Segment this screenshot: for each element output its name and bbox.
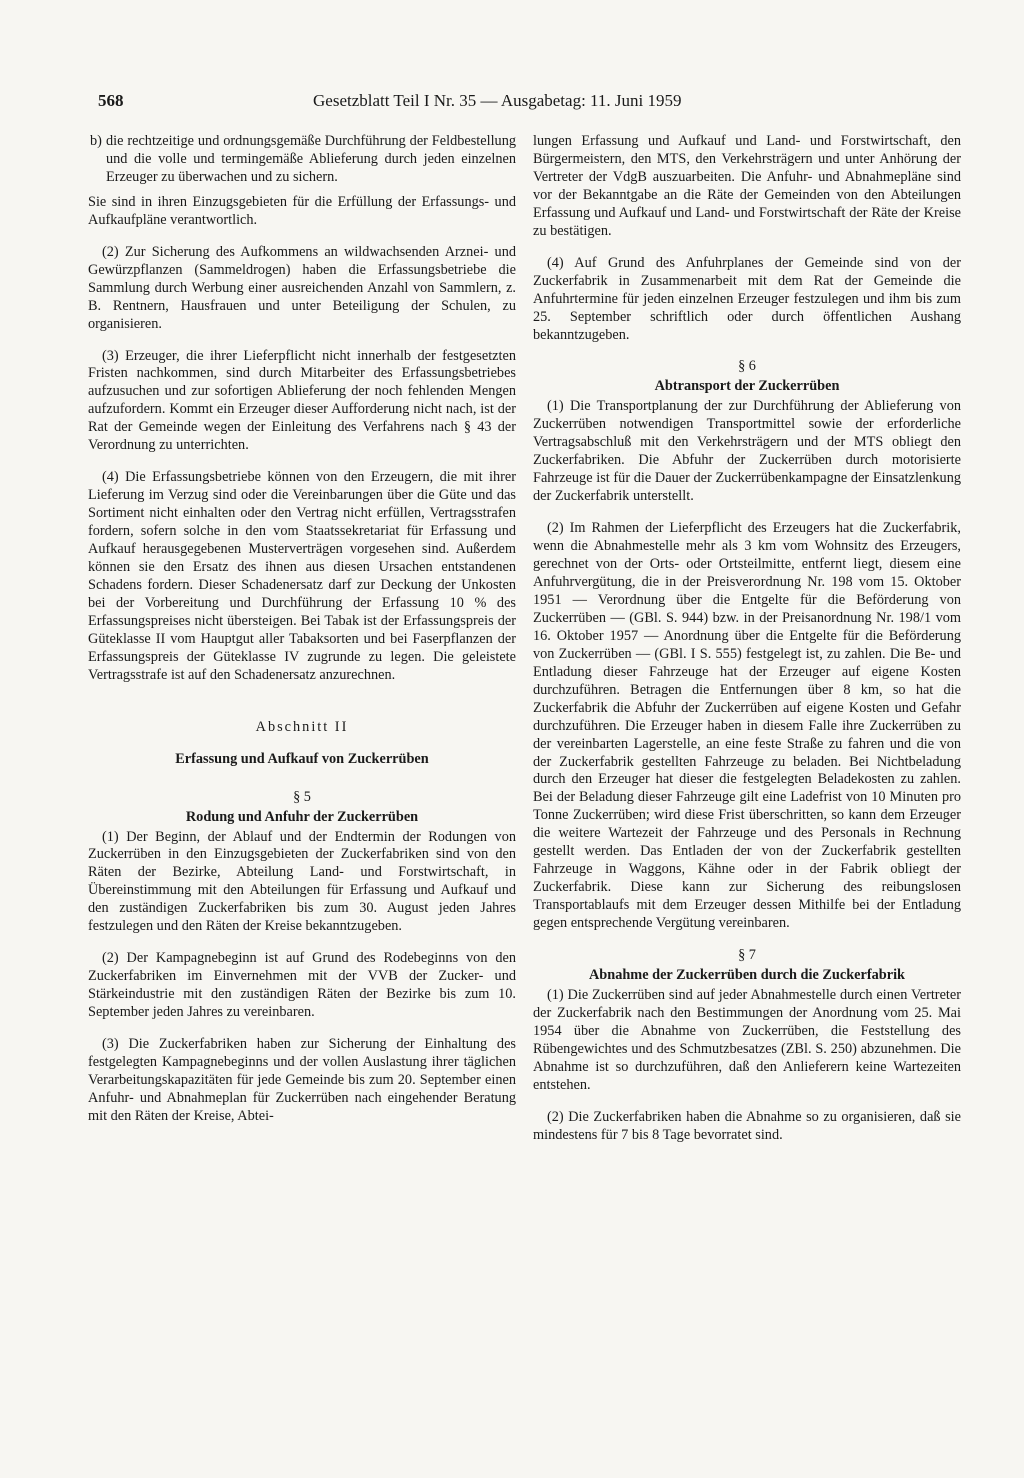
paragraph: (1) Der Beginn, der Ablauf und der Endtermin der Rodungen von Zuckerrüben in den Einzugsgebieten der Zuckerfabriken sind von den Räten der Bezirke, Abteilung Land- und Forstwirtschaft, in Übereinstimmung mit den Abteilungen für Erfassung und Aufkauf und den zuständigen Zuckerfabriken bis zum 30. August jeden Jahres festzulegen und den Räten der Kreise bekanntzugeben. xyxy=(88,828,516,935)
section-heading: Abschnitt II xyxy=(255,718,349,735)
paragraph: (2) Der Kampagnebeginn ist auf Grund des Rodebeginns von den Zuckerfabriken im Einvernehmen mit der VVB der Zucker- und Stärkeindustrie mit den zuständigen Räten der Bezirke bis zum 10. September jeden Jahres zu vereinbaren. xyxy=(88,950,516,1021)
list-marker: b) xyxy=(90,133,102,149)
paragraph: (2) Die Zuckerfabriken haben die Abnahme so zu organisieren, daß sie mindestens für 7 bis 8 Tage bevorratet sind. xyxy=(533,1108,961,1143)
paragraph: (2) Zur Sicherung des Aufkommens an wildwachsenden Arznei- und Gewürzpflanzen (Sammeldrogen) haben die Erfassungsbetriebe die Sammlung durch Werbung einer ausreichenden Anzahl von Sammlern, z. B. Rentnern, Hausfrauen und unter Beteiligung der Schulen, zu organisieren. xyxy=(88,243,516,332)
paragraph-number: § 6 xyxy=(738,358,756,375)
page-header xyxy=(98,91,960,115)
paragraph: (3) Erzeuger, die ihrer Lieferpflicht nicht innerhalb der festgesetzten Fristen nachkommen, sind durch Mitarbeiter des Erfassungsbetriebes aufzusuchen und zur sofortigen Ablieferung der noch fehlenden Mengen aufzufordern. Kommt ein Erzeuger dieser Aufforderung nicht nach, ist der Rat der Gemeinde wegen der Einleitung des Verfahrens nach § 43 der Verordnung zu unterrichten. xyxy=(88,347,516,454)
paragraph-title: Rodung und Anfuhr der Zuckerrüben xyxy=(185,808,419,825)
paragraph: (4) Die Erfassungsbetriebe können von den Erzeugern, die mit ihrer Lieferung im Verzug sind oder die Vereinbarungen über die Güte und das Sortiment nicht einhalten oder den Vertrag nicht erfüllen, Vertragsstrafen fordern, sofern solche in den vom Staatssekretariat für Erfassung und Aufkauf herausgegebenen Musterverträgen vorgesehen sind. Außerdem können sie den Ersatz des ihnen aus diesen Ursachen entstandenen Schadens fordern. Dieser Schadenersatz darf zur Deckung der Unkosten bei der Vorbereitung und Durchführung der Erfassung 10 % des Erfassungspreises nicht übersteigen. Bei Tabak ist der Erfassungspreis der Güteklasse II vom Hauptgut aller Tabaksorten und bei Faserpflanzen der Erfassungspreis der Güteklasse IV zugrunde zu legen. Die geleistete Vertragsstrafe ist auf den Schadenersatz anzurechnen. xyxy=(88,469,516,683)
paragraph: (4) Auf Grund des Anfuhrplanes der Gemeinde sind von der Zuckerfabrik in Zusammenarbeit mit dem Rat der Gemeinde die Anfuhrtermine für jeden einzelnen Erzeuger festzulegen und ihm bis zum 25. September schriftlich oder durch öffentlichen Aushang bekanntzugeben. xyxy=(533,254,961,343)
left-column xyxy=(88,133,516,1140)
section-title: Erfassung und Aufkauf von Zuckerrüben xyxy=(175,750,429,767)
paragraph-number: § 7 xyxy=(738,947,756,964)
paragraph: (2) Im Rahmen der Lieferpflicht des Erzeugers hat die Zuckerfabrik, wenn die Abnahmestelle mehr als 3 km vom Wohnsitz des Erzeugers, gerechnet von der Orts- oder Ortsteilmitte, entfernt liegt, diesem eine Anfuhrvergütung, die in der Preisverordnung Nr. 198 vom 15. Oktober 1951 — Verordnung über die Entgelte für die Beförderung von Zuckerrüben — (GBl. S. 944) bzw. in der Preisanordnung Nr. 198/1 vom 16. Oktober 1957 — Anordnung über die Entgelte für die Beförderung von Zuckerrüben — (GBl. I S. 555) festgelegt ist, zu zahlen. Die Be- und Entladung dieser Fahrzeuge hat der Erzeuger auf eigene Kosten durchzuführen. Betragen die Entfernungen über 8 km, so hat die Zuckerfabrik die Abfuhr der Zuckerrüben auf eigene Kosten und Gefahr durchzuführen. Die Erzeuger haben in diesem Falle ihre Zuckerrüben zu der vereinbarten Lagerstelle, an eine feste Straße zu fahren und die von der Zuckerfabrik gestellten Fahrzeuge zu beladen. Bei Nichtbeladung durch den Erzeuger hat dieser die festgelegten Beladekosten zu zahlen. Bei der Beladung dieser Fahrzeuge gilt eine Ladefrist von 10 Minuten pro Tonne Zuckerrüben; wird diese Frist überschritten, so kann dem Erzeuger die weitere Wartezeit der Fahrzeuge und des Personals in Rechnung gestellt werden. Das Entladen der von der Zuckerfabrik gestellten Fahrzeuge in Waggons, Kähne oder in der Fabrik obliegt der Zuckerfabrik. Diese kann zur Sicherung des reibungslosen Transportablaufs mit dem Erzeuger dessen Mithilfe bei der Entladung gegen entsprechende Vergütung vereinbaren. xyxy=(533,520,961,932)
paragraph: Sie sind in ihren Einzugsgebieten für die Erfüllung der Erfassungs- und Aufkaufpläne verantwortlich. xyxy=(88,193,516,228)
paragraph-title: Abtransport der Zuckerrüben xyxy=(654,378,840,395)
paragraph-title: Abnahme der Zuckerrüben durch die Zuckerfabrik xyxy=(588,966,906,983)
paragraph: (1) Die Zuckerrüben sind auf jeder Abnahmestelle durch einen Vertreter der Zuckerfabrik nach den Bestimmungen der Anordnung vom 25. Mai 1954 über die Abnahme von Zuckerrüben, die Feststellung des Rübengewichtes und des Schmutzbesatzes (ZBl. S. 250) abzunehmen. Die Abnahme ist so durchzuführen, daß den Anlieferern keine Wartezeiten entstehen. xyxy=(533,986,961,1093)
list-item-text: die rechtzeitige und ordnungsgemäße Durchführung der Feldbestellung und die volle und termingemäße Ablieferung durch jeden einzelnen Erzeuger zu überwachen und zu sichern. xyxy=(106,133,516,185)
header-title: Gesetzblatt Teil I Nr. 35 — Ausgabetag: 11. Juni 1959 xyxy=(313,91,682,110)
paragraph: (1) Die Transportplanung der zur Durchführung der Ablieferung von Zuckerrüben notwendigen Transportmittel sowie der erforderliche Vertragsabschluß mit den Verkehrsträgern und der MTS obliegt den Zuckerfabriken. Die Abfuhr der Zuckerrüben durch motorisierte Fahrzeuge ist für die Dauer der Zuckerrübenkampagne der Einsatzlenkung der Zuckerfabrik unterstellt. xyxy=(533,398,961,505)
paragraph-number: § 5 xyxy=(293,788,311,805)
paragraph: (3) Die Zuckerfabriken haben zur Sicherung der Einhaltung des festgelegten Kampagnebeginns und der vollen Auslastung ihrer täglichen Verarbeitungskapazitäten für jede Gemeinde bis zum 20. September einen Anfuhr- und Abnahmeplan für Zuckerrüben nach eingehender Beratung mit den Räten der Kreise, Abtei- xyxy=(88,1036,516,1124)
paragraph-continuation: lungen Erfassung und Aufkauf und Land- und Forstwirtschaft, den Bürgermeistern, den MTS, den Verkehrsträgern und unter Anhörung der Vertreter der VdgB auszuarbeiten. Die Anfuhr- und Abnahmepläne sind vor der Bekanntgabe an die Räte der Gemeinden von den Abteilungen Erfassung und Aufkauf und Land- und Forstwirtschaft der Räte der Kreise zu bestätigen. xyxy=(533,133,961,239)
list-item-b xyxy=(88,133,516,187)
right-column xyxy=(533,133,961,1159)
page-number: 568 xyxy=(98,91,124,110)
